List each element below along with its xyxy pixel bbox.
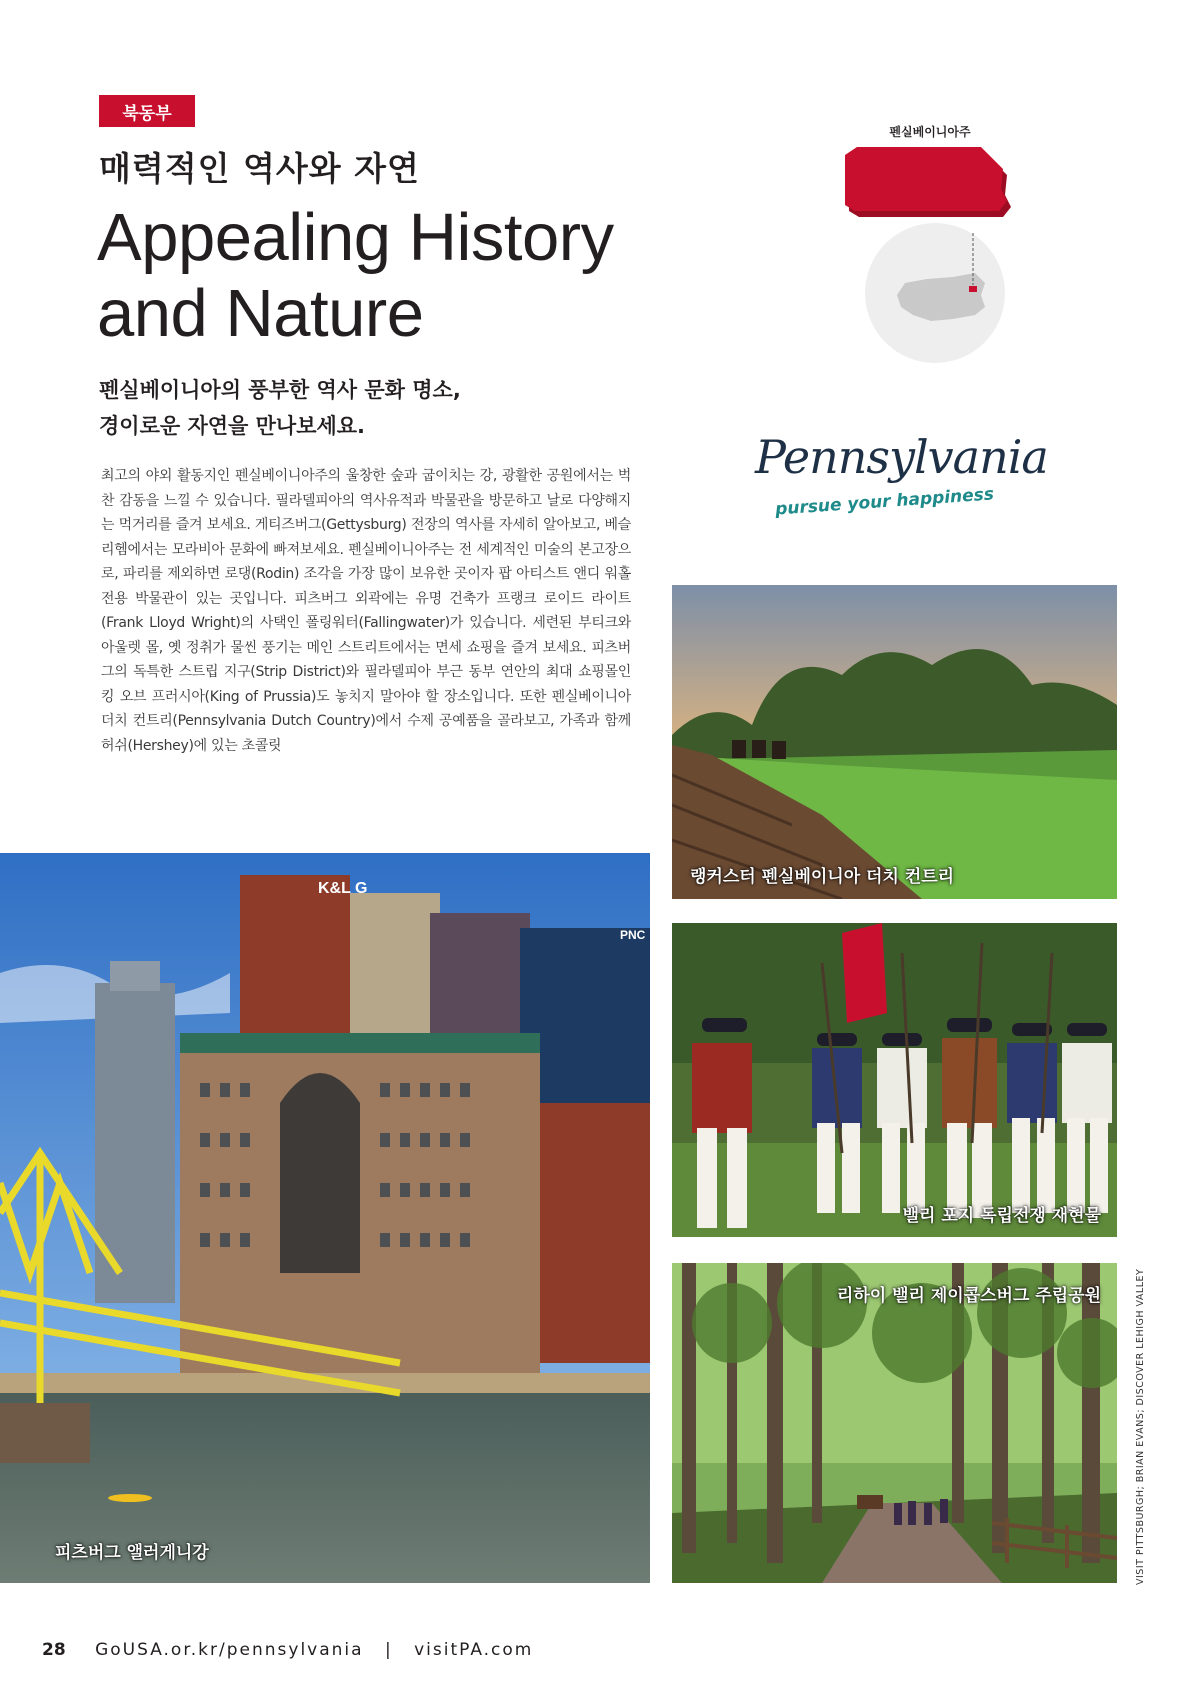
footer-link-visitpa[interactable]: visitPA.com	[414, 1640, 534, 1660]
lehigh-caption: 리하이 밸리 제이콥스버그 주립공원	[836, 1286, 1101, 1306]
valley-forge-caption: 밸리 포지 독립전쟁 재현물	[902, 1206, 1101, 1226]
photo-credit: VISIT PITTSBURGH; BRIAN EVANS; DISCOVER LEHIGH VALLEY	[1135, 1268, 1146, 1585]
subtitle-line-2: 경이로운 자연을 만나보세요.	[99, 414, 366, 438]
footer-separator: |	[384, 1640, 393, 1660]
lancaster-photo	[672, 585, 1117, 899]
region-tag: 북동부	[99, 95, 195, 127]
page-number: 28	[42, 1640, 66, 1660]
pittsburgh-photo	[0, 853, 650, 1583]
logo-tagline: pursue your happiness	[774, 484, 995, 520]
kl-gates-sign: K&L G	[318, 880, 368, 897]
pnc-sign: PNC	[620, 928, 646, 942]
title-korean: 매력적인 역사와 자연	[99, 149, 420, 188]
pennsylvania-map-illustration	[835, 145, 1035, 365]
title-english	[97, 200, 737, 352]
logo-wordmark: Pennsylvania	[755, 430, 1048, 484]
body-paragraph: 최고의 야외 활동지인 펜실베이니아주의 울창한 숲과 굽이치는 강, 광활한 공원에서는 벅찬 감동을 느낄 수 있습니다. 필라델피아의 역사유적과 박물관을 방문하고 날로 다양해지는 먹거리를 즐겨 보세요. 게티즈버그(Gettysburg) 전장의 역사를 자세히 알아보고, 베슬리헴에서는 모라비아 문화에 빠져보세요. 펜실베이니아주는 전 세계적인 미술의 본고장으로, 파리를 제외하면 로댕(Rodin) 조각을 가장 많이 보유한 곳이자 팝 아티스트 앤디 워홀 전용 박물관이 있는 곳입니다. 피츠버그 외곽에는 유명 건축가 프랭크 로이드 라이트(Frank Lloyd Wright)의 사택인 폴링워터(Fallingwater)가 있습니다. 세련된 부티크와 아울렛 몰, 옛 정취가 물씬 풍기는 메인 스트리트에서는 면세 쇼핑을 즐겨 보세요. 피츠버그의 독특한 스트립 지구(Strip District)와 필라델피아 부근 동부 연안의 최대 쇼핑몰인 킹 오브 프러시아(King of Prussia)도 놓치지 말아야 할 장소입니다. 또한 펜실베이니아 더치 컨트리(Pennsylvania Dutch Country)에서 수제 공예품을 골라보고, 가족과 함께 허쉬(Hershey)에 있는 초콜릿	[101, 468, 631, 754]
subtitle	[99, 372, 659, 444]
lancaster-caption: 랭커스터 펜실베이니아 더치 컨트리	[690, 867, 955, 887]
subtitle-line-1: 펜실베이니아의 풍부한 역사 문화 명소,	[99, 378, 461, 402]
pennsylvania-logo	[755, 430, 1048, 530]
footer-link-gousa[interactable]: GoUSA.or.kr/pennsylvania	[95, 1640, 364, 1660]
lehigh-photo	[672, 1263, 1117, 1583]
page-footer	[42, 1640, 533, 1660]
title-english-line-2: and Nature	[97, 276, 424, 351]
title-english-line-1: Appealing History	[97, 200, 614, 275]
pittsburgh-caption: 피츠버그 앨러게니강	[55, 1543, 209, 1563]
map-label: 펜실베이니아주	[889, 125, 971, 139]
valley-forge-photo	[672, 923, 1117, 1237]
